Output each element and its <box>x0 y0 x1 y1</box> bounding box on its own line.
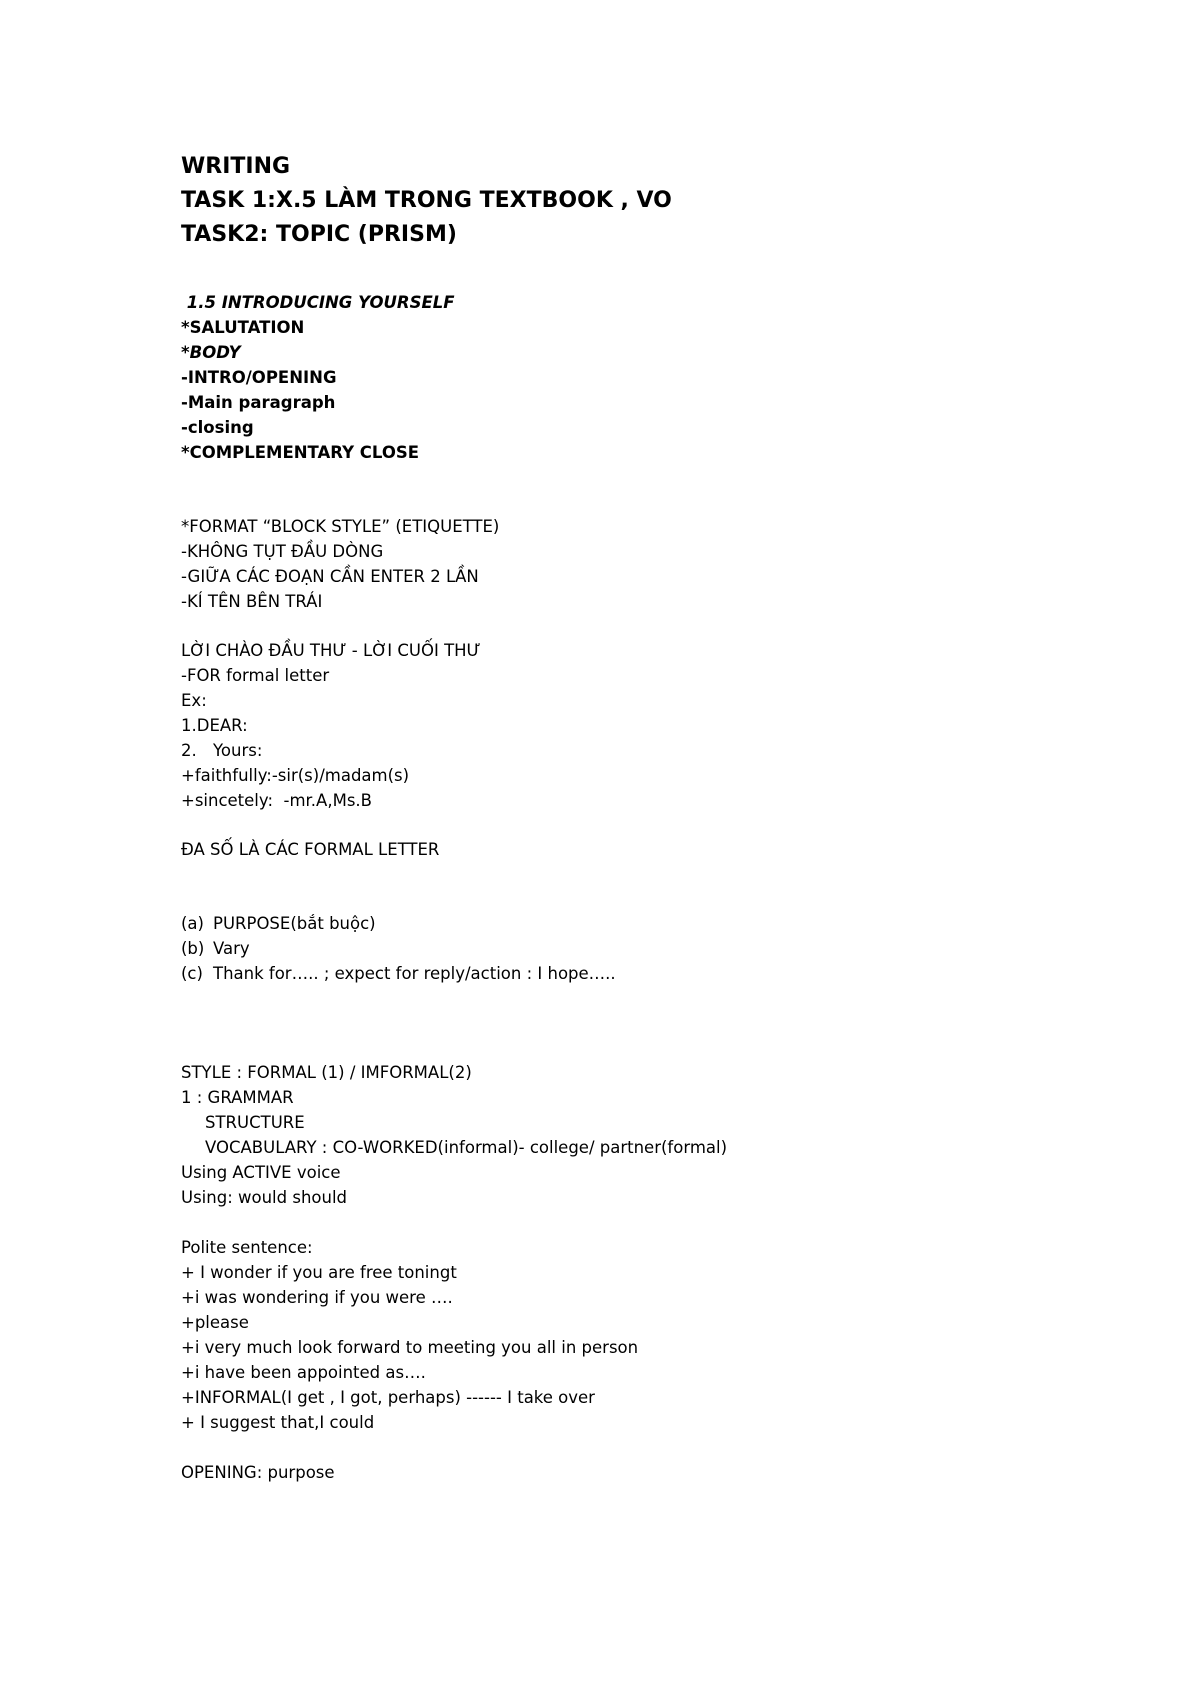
yours-line <box>181 738 1081 763</box>
format-title: *FORMAT “BLOCK STYLE” (ETIQUETTE) <box>181 517 500 536</box>
spacer <box>181 252 1081 290</box>
spacer <box>181 986 1081 1060</box>
example-label: Ex: <box>181 691 207 710</box>
polite-item: +i very much look forward to meeting you all in person <box>181 1338 639 1357</box>
faithfully-line: +faithfully:-sir(s)/madam(s) <box>181 766 410 785</box>
grammar-line: 1 : GRAMMAR <box>181 1088 294 1107</box>
opening-note: OPENING: purpose <box>181 1463 335 1482</box>
format-item: -KÍ TÊN BÊN TRÁI <box>181 592 323 611</box>
polite-item: +please <box>181 1313 249 1332</box>
list-text: Vary <box>213 939 250 958</box>
task2-heading: TASK2: TOPIC (PRISM) <box>181 222 457 247</box>
doc-title: WRITING <box>181 154 291 179</box>
polite-title: Polite sentence: <box>181 1238 313 1257</box>
list-marker: (b) <box>181 939 205 958</box>
spacer <box>181 1210 1081 1235</box>
yours-number: 2. <box>181 741 197 760</box>
intro-opening-line: -INTRO/OPENING <box>181 368 337 387</box>
sincerely-line: +sincetely: -mr.A,Ms.B <box>181 791 372 810</box>
list-text: Thank for….. ; expect for reply/action : I hope….. <box>213 964 616 983</box>
formal-letter-line: -FOR formal letter <box>181 666 330 685</box>
salutation-line: *SALUTATION <box>181 318 305 337</box>
spacer <box>181 1435 1081 1460</box>
body-line: *BODY <box>181 343 241 362</box>
polite-item: + I suggest that,I could <box>181 1413 375 1432</box>
purpose-list-item <box>181 936 1081 961</box>
task1-heading: TASK 1:X.5 LÀM TRONG TEXTBOOK , VO <box>181 188 672 213</box>
greeting-title: LỜI CHÀO ĐẦU THƯ - LỜI CUỐI THƯ <box>181 641 481 660</box>
list-marker: (c) <box>181 964 203 983</box>
format-item: -GIỮA CÁC ĐOẠN CẦN ENTER 2 LẦN <box>181 567 479 586</box>
complementary-close-line: *COMPLEMENTARY CLOSE <box>181 443 420 462</box>
closing-line: -closing <box>181 418 254 437</box>
polite-item: +i have been appointed as…. <box>181 1363 426 1382</box>
active-voice-line: Using ACTIVE voice <box>181 1163 341 1182</box>
style-title: STYLE : FORMAL (1) / IMFORMAL(2) <box>181 1063 472 1082</box>
polite-item: +INFORMAL(I get , I got, perhaps) ------ I take over <box>181 1388 595 1407</box>
list-marker: (a) <box>181 914 204 933</box>
vocabulary-line: VOCABULARY : CO-WORKED(informal)- college/ partner(formal) <box>205 1138 728 1157</box>
format-item: -KHÔNG TỤT ĐẦU DÒNG <box>181 542 384 561</box>
purpose-list-item <box>181 961 1081 986</box>
spacer <box>181 862 1081 911</box>
list-text: PURPOSE(bắt buộc) <box>213 914 376 933</box>
document-content <box>181 150 1081 1485</box>
majority-note: ĐA SỐ LÀ CÁC FORMAL LETTER <box>181 840 440 859</box>
yours-text: Yours: <box>213 741 263 760</box>
spacer <box>181 465 1081 514</box>
spacer <box>181 614 1081 638</box>
polite-item: +i was wondering if you were …. <box>181 1288 453 1307</box>
polite-item: + I wonder if you are free toningt <box>181 1263 457 1282</box>
would-should-line: Using: would should <box>181 1188 348 1207</box>
dear-line: 1.DEAR: <box>181 716 248 735</box>
intro-section-title: 1.5 INTRODUCING YOURSELF <box>181 293 455 312</box>
spacer <box>181 813 1081 837</box>
main-paragraph-line: -Main paragraph <box>181 393 336 412</box>
structure-line: STRUCTURE <box>205 1113 305 1132</box>
purpose-list-item <box>181 911 1081 936</box>
